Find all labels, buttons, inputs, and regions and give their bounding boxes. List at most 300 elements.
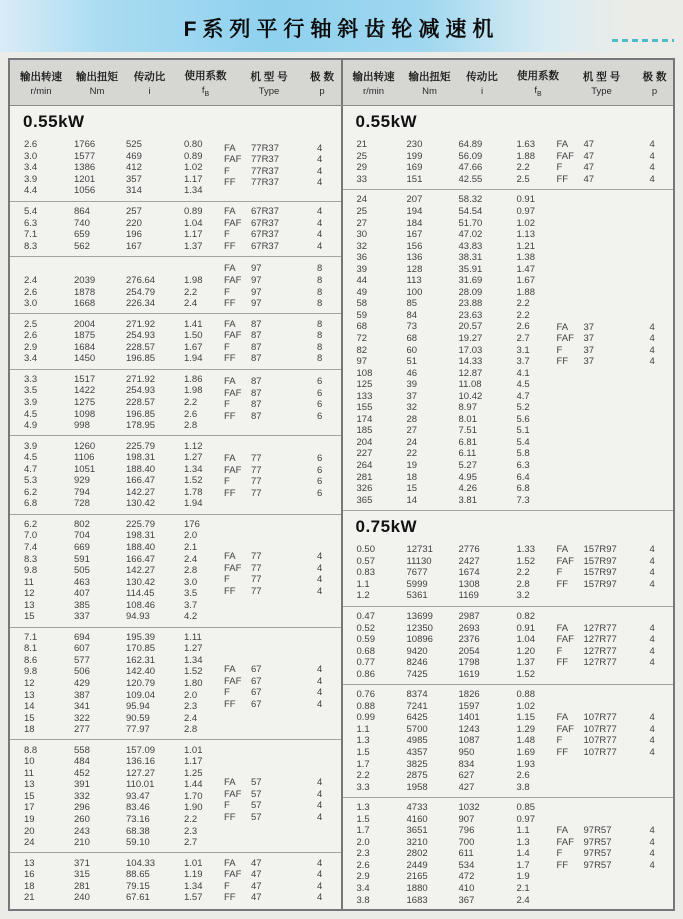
service-factor-cell: 1.78 [184, 486, 203, 498]
service-factor-cell: 3.2 [516, 590, 530, 602]
ratio-cell: 228.57 [126, 396, 156, 408]
model-type-row [224, 857, 337, 869]
ratio-cell: 51.70 [458, 217, 483, 229]
poles-cell: 6 [317, 487, 323, 499]
service-factor-cell: 2.2 [516, 298, 530, 310]
model-prefix-cell: F [224, 341, 230, 353]
table-row [343, 689, 674, 701]
header-col-label: 使用系数 [517, 69, 559, 82]
ratio-cell: 796 [458, 825, 475, 837]
model-prefix-cell: FA [556, 622, 569, 634]
table-row [343, 701, 674, 713]
ratio-cell: 1619 [458, 668, 480, 680]
table-row [343, 668, 674, 680]
service-factor-cell: 1.50 [184, 330, 203, 342]
model-code-cell: 77R37 [251, 142, 279, 154]
service-factor-cell: 4.1 [516, 367, 530, 379]
service-factor-cell: 6.4 [516, 471, 530, 483]
output-speed-cell: 20 [24, 825, 35, 837]
table-row [10, 744, 341, 756]
model-code-cell: 127R77 [583, 622, 617, 634]
output-torque-cell: 506 [74, 666, 90, 678]
output-torque-cell: 505 [74, 565, 90, 577]
model-code-cell: 77 [251, 574, 262, 586]
output-speed-cell: 1.3 [356, 735, 370, 747]
model-type-row [557, 567, 670, 579]
service-factor-cell: 1.63 [516, 139, 535, 151]
output-speed-cell: 3.9 [24, 440, 38, 452]
output-torque-cell: 407 [74, 588, 90, 600]
output-speed-cell: 2.4 [24, 275, 38, 287]
service-factor-cell: 1.7 [516, 859, 530, 871]
model-code-cell: 87 [251, 330, 262, 342]
model-type-row [224, 699, 337, 711]
output-torque-cell: 1668 [74, 298, 96, 310]
output-speed-cell: 2.2 [356, 770, 370, 782]
output-speed-cell: 0.68 [356, 645, 375, 657]
output-speed-cell: 16 [24, 869, 35, 881]
model-prefix-cell: FF [556, 657, 569, 669]
table-row [343, 194, 674, 206]
ratio-cell: 834 [458, 758, 475, 770]
poles-cell: 4 [649, 836, 655, 848]
poles-cell: 4 [317, 142, 323, 154]
output-speed-cell: 8.6 [24, 654, 38, 666]
output-torque-cell: 1056 [74, 185, 96, 197]
ratio-cell: 1674 [458, 567, 480, 579]
output-speed-cell: 2.6 [24, 139, 38, 151]
model-prefix-cell: FF [224, 298, 236, 310]
service-factor-cell: 0.97 [516, 206, 535, 217]
output-torque-cell: 7241 [406, 700, 428, 712]
poles-cell: 4 [317, 664, 323, 676]
model-prefix-cell: F [224, 229, 230, 241]
poles-cell: 8 [317, 275, 323, 287]
ratio-group [10, 436, 341, 514]
ratio-cell: 14.33 [458, 356, 483, 368]
output-torque-cell: 1260 [74, 440, 96, 452]
output-speed-cell: 0.86 [356, 668, 375, 680]
header-col-unit: Type [591, 85, 612, 97]
ratio-cell: 198.31 [126, 530, 156, 542]
output-speed-cell: 4.7 [24, 463, 38, 475]
poles-cell: 4 [649, 555, 655, 567]
ratio-cell: 225.79 [126, 440, 156, 452]
output-speed-cell: 32 [356, 240, 368, 252]
ratio-cell: 188.40 [126, 541, 156, 553]
ratio-cell: 47.66 [458, 162, 483, 174]
model-code-cell: 87 [251, 376, 262, 388]
model-code-cell: 127R77 [583, 645, 617, 657]
output-speed-cell: 1.7 [356, 758, 370, 770]
ratio-cell: 2693 [458, 622, 480, 634]
model-prefix-cell: FAF [224, 330, 242, 342]
ratio-cell: 534 [458, 859, 475, 871]
service-factor-cell: 0.89 [184, 150, 203, 162]
ratio-cell: 367 [458, 894, 475, 906]
output-speed-cell: 36 [356, 252, 368, 264]
ratio-cell: 38.31 [458, 252, 483, 264]
output-torque-cell: 3210 [406, 836, 428, 848]
output-torque-cell: 385 [74, 599, 90, 611]
model-prefix-cell: FA [224, 664, 236, 676]
model-type-row [557, 556, 670, 568]
output-speed-cell: 21 [24, 892, 35, 904]
output-speed-cell: 3.4 [24, 353, 38, 365]
service-factor-cell: 5.8 [516, 448, 530, 460]
service-factor-cell: 2.0 [184, 689, 198, 701]
service-factor-cell: 5.6 [516, 413, 530, 425]
output-torque-cell: 802 [74, 518, 90, 530]
model-type-block [224, 857, 337, 903]
output-speed-cell: 24 [356, 194, 368, 206]
output-torque-cell: 337 [74, 611, 90, 623]
model-prefix-cell: F [224, 800, 230, 812]
model-code-cell: 47 [251, 892, 262, 904]
output-speed-cell: 0.52 [356, 622, 375, 634]
model-prefix-cell: FA [224, 551, 236, 563]
ratio-cell: 196.85 [126, 353, 156, 365]
model-prefix-cell: FA [556, 321, 569, 333]
model-type-row [557, 321, 670, 333]
output-torque-cell: 659 [74, 229, 90, 241]
ratio-cell: 54.54 [458, 206, 483, 217]
model-prefix-cell: FF [556, 173, 569, 185]
service-factor-cell: 0.80 [184, 139, 203, 151]
poles-cell: 4 [649, 578, 655, 590]
model-type-row [224, 353, 337, 365]
table-row [343, 448, 674, 460]
ratio-cell: 64.89 [458, 139, 483, 151]
output-torque-cell: 452 [74, 767, 90, 779]
model-type-row [224, 488, 337, 500]
output-torque-cell: 463 [74, 576, 90, 588]
ratio-cell: 195.39 [126, 631, 156, 643]
model-code-cell: 97R57 [583, 848, 612, 860]
poles-cell: 8 [317, 286, 323, 298]
table-row [343, 206, 674, 218]
output-speed-cell: 18 [24, 724, 35, 736]
output-speed-cell: 27 [356, 217, 368, 229]
service-factor-cell: 2.8 [516, 578, 530, 590]
ratio-cell: 47.02 [458, 229, 483, 241]
ratio-cell: 8.01 [458, 413, 477, 425]
service-factor-cell: 1.13 [516, 229, 535, 241]
service-factor-cell: 1.3 [516, 836, 530, 848]
service-factor-cell: 2.4 [184, 553, 198, 565]
header-col [304, 69, 340, 97]
output-speed-cell: 3.9 [24, 396, 38, 408]
header-col-unit: r/min [30, 85, 52, 97]
output-torque-cell: 128 [406, 263, 423, 275]
poles-cell: 4 [649, 746, 655, 758]
model-type-block [224, 376, 337, 422]
output-speed-cell: 3.9 [24, 173, 38, 185]
model-prefix-cell: FAF [224, 387, 242, 399]
model-code-cell: 77 [251, 562, 262, 574]
output-speed-cell: 6.2 [24, 486, 38, 498]
ratio-cell: 257 [126, 206, 142, 217]
output-torque-cell: 24 [406, 436, 418, 448]
model-type-block [224, 453, 337, 499]
service-factor-cell: 6.3 [516, 460, 530, 472]
output-speed-cell: 0.50 [356, 544, 375, 556]
output-speed-cell: 0.59 [356, 634, 375, 646]
output-torque-cell: 1098 [74, 408, 96, 420]
model-code-cell: 87 [251, 387, 262, 399]
service-factor-cell: 1.25 [184, 767, 203, 779]
output-torque-cell: 151 [406, 173, 423, 185]
ratio-cell: 130.42 [126, 576, 156, 588]
ratio-cell: 94.93 [126, 611, 150, 623]
poles-cell: 6 [317, 453, 323, 465]
poles-cell: 8 [317, 318, 323, 330]
model-prefix-cell: F [224, 286, 230, 298]
service-factor-cell: 2.8 [184, 420, 198, 432]
output-speed-cell: 59 [356, 309, 368, 321]
output-torque-cell: 46 [406, 367, 418, 379]
service-factor-cell: 2.6 [516, 321, 530, 333]
service-factor-cell: 1.88 [516, 150, 535, 162]
output-speed-cell: 3.5 [24, 385, 38, 397]
output-torque-cell: 387 [74, 689, 90, 701]
output-torque-cell: 1683 [406, 894, 428, 906]
service-factor-cell: 0.97 [516, 813, 535, 825]
ratio-group [10, 257, 341, 315]
output-speed-cell: 8.3 [24, 240, 38, 252]
output-torque-cell: 1201 [74, 173, 96, 185]
output-torque-cell: 2875 [406, 770, 428, 782]
output-torque-cell: 39 [406, 379, 418, 391]
service-factor-cell: 1.27 [184, 452, 203, 464]
poles-cell: 4 [649, 645, 655, 657]
table-row [343, 471, 674, 483]
service-factor-cell: 1.41 [184, 318, 203, 330]
output-torque-cell: 100 [406, 286, 423, 298]
output-torque-cell: 9420 [406, 645, 428, 657]
output-torque-cell: 341 [74, 701, 90, 713]
service-factor-cell: 176 [184, 518, 200, 530]
ratio-cell: 88.65 [126, 869, 150, 881]
output-torque-cell: 51 [406, 356, 418, 368]
model-prefix-cell: FF [224, 240, 236, 252]
table-row [343, 460, 674, 472]
model-prefix-cell: FAF [556, 836, 574, 848]
output-torque-cell: 60 [406, 344, 418, 356]
service-factor-cell: 0.89 [184, 206, 203, 217]
ratio-cell: 11.08 [458, 379, 482, 391]
ratio-cell: 109.04 [126, 689, 156, 701]
ratio-cell: 469 [126, 150, 142, 162]
output-torque-cell: 929 [74, 475, 90, 487]
output-speed-cell: 174 [356, 413, 373, 425]
output-speed-cell: 15 [24, 790, 35, 802]
output-torque-cell: 669 [74, 541, 90, 553]
table-row [343, 298, 674, 310]
model-prefix-cell: F [556, 344, 563, 356]
output-torque-cell: 2802 [406, 848, 428, 860]
service-factor-cell: 1.98 [184, 275, 203, 287]
header-col [567, 69, 637, 97]
output-torque-cell: 577 [74, 654, 90, 666]
output-torque-cell: 1051 [74, 463, 96, 475]
service-factor-cell: 2.1 [516, 882, 530, 894]
model-prefix-cell: FF [556, 746, 569, 758]
poles-cell: 4 [317, 892, 323, 904]
table-row [343, 425, 674, 437]
poles-cell: 4 [317, 698, 323, 710]
poles-cell: 4 [649, 859, 655, 871]
output-torque-cell: 728 [74, 498, 90, 510]
service-factor-cell: 1.02 [184, 162, 203, 174]
ratio-cell: 93.47 [126, 790, 150, 802]
model-code-cell: 157R97 [583, 555, 617, 567]
model-prefix-cell: F [224, 165, 230, 177]
output-speed-cell: 155 [356, 402, 373, 414]
model-type-block [224, 142, 337, 188]
output-speed-cell: 7.4 [24, 541, 38, 553]
table-row [343, 414, 674, 426]
poles-cell: 4 [649, 622, 655, 634]
model-type-row [224, 869, 337, 881]
output-torque-cell: 85 [406, 298, 418, 310]
service-factor-cell: 2.3 [184, 701, 198, 713]
ratio-cell: 254.93 [126, 385, 156, 397]
output-speed-cell: 82 [356, 344, 368, 356]
model-code-cell: 67R37 [251, 206, 279, 217]
output-torque-cell: 260 [74, 814, 90, 826]
output-speed-cell: 14 [24, 701, 35, 713]
output-speed-cell: 0.77 [356, 657, 375, 669]
output-torque-cell: 184 [406, 217, 423, 229]
service-factor-cell: 2.6 [516, 770, 530, 782]
ratio-cell: 56.09 [458, 150, 483, 162]
output-torque-cell: 4160 [406, 813, 428, 825]
ratio-group [10, 628, 341, 741]
service-factor-cell: 2.2 [516, 309, 530, 321]
service-factor-cell: 3.7 [184, 599, 198, 611]
output-torque-cell: 18 [406, 471, 418, 483]
ratio-cell: 28.09 [458, 286, 483, 298]
table-row [343, 402, 674, 414]
service-factor-cell: 2.5 [516, 173, 530, 185]
model-type-block [557, 712, 670, 758]
power-rating-heading: 0.75kW [355, 516, 418, 536]
output-torque-cell: 2004 [74, 318, 96, 330]
ratio-cell: 162.31 [126, 654, 156, 666]
model-type-row [557, 579, 670, 591]
service-factor-cell: 2.4 [184, 298, 198, 310]
ratio-group [10, 135, 341, 202]
ratio-cell: 142.27 [126, 486, 156, 498]
output-speed-cell: 30 [356, 229, 368, 241]
output-torque-cell: 12350 [406, 622, 433, 634]
output-torque-cell: 113 [406, 275, 422, 287]
table-row [343, 287, 674, 299]
output-speed-cell: 185 [356, 425, 373, 437]
model-type-row [224, 811, 337, 823]
ratio-cell: 108.46 [126, 599, 156, 611]
model-prefix-cell: FF [224, 585, 236, 597]
output-torque-cell: 22 [406, 448, 418, 460]
service-factor-cell: 1.11 [184, 631, 202, 643]
ratio-cell: 136.16 [126, 756, 156, 768]
service-factor-cell: 3.1 [516, 344, 530, 356]
output-speed-cell: 17 [24, 802, 35, 814]
model-prefix-cell: F [556, 735, 563, 747]
header-col-label: 极 数 [310, 70, 334, 83]
output-torque-cell: 1275 [74, 396, 96, 408]
model-type-row [557, 724, 670, 736]
table-row [10, 519, 341, 531]
ratio-cell: 357 [126, 173, 142, 185]
table-row [343, 229, 674, 241]
output-speed-cell: 15 [24, 712, 35, 724]
poles-cell: 4 [317, 154, 323, 166]
model-code-cell: 67 [251, 687, 262, 699]
table-row [10, 756, 341, 768]
model-type-block [557, 825, 670, 871]
service-factor-cell: 1.29 [516, 723, 535, 735]
model-code-cell: 57 [251, 811, 262, 823]
output-speed-cell: 10 [24, 756, 35, 768]
ratio-cell: 271.92 [126, 318, 156, 330]
ratio-cell: 225.79 [126, 518, 156, 530]
output-torque-cell: 794 [74, 486, 90, 498]
model-code-cell: 87 [251, 410, 262, 422]
ratio-cell: 59.10 [126, 837, 150, 849]
ratio-cell: 4.95 [458, 471, 477, 483]
ratio-cell: 73.16 [126, 814, 150, 826]
model-prefix-cell: FF [556, 859, 569, 871]
output-speed-cell: 8.1 [24, 643, 38, 655]
ratio-group [10, 515, 341, 628]
output-torque-cell: 8246 [406, 657, 428, 669]
output-speed-cell: 4.5 [24, 408, 38, 420]
table-row [343, 367, 674, 379]
header-col-unit: p [319, 85, 325, 97]
model-prefix-cell: FAF [556, 150, 574, 162]
service-factor-cell: 1.52 [516, 555, 535, 567]
output-speed-cell: 0.88 [356, 700, 375, 712]
model-type-row [224, 399, 337, 411]
model-prefix-cell: FAF [556, 723, 574, 735]
output-torque-cell: 315 [74, 869, 90, 881]
output-speed-cell: 3.4 [24, 162, 38, 174]
power-rating-heading: 0.55kW [355, 112, 418, 131]
output-torque-cell: 1880 [406, 882, 428, 894]
table-row [10, 712, 341, 724]
ratio-cell: 410 [458, 882, 475, 894]
output-speed-cell: 5.3 [24, 475, 38, 487]
output-speed-cell: 44 [356, 275, 368, 287]
header-col-unit: p [651, 85, 658, 97]
service-factor-cell: 2.6 [184, 408, 198, 420]
service-factor-cell: 1.37 [184, 240, 203, 252]
model-code-cell: 87 [251, 318, 262, 330]
service-factor-cell: 1.1 [516, 825, 530, 837]
model-prefix-cell: FF [556, 356, 569, 368]
header-col-label: 机 型 号 [250, 70, 288, 83]
model-code-cell: 97 [251, 286, 262, 298]
output-torque-cell: 84 [406, 309, 418, 321]
model-type-row [557, 848, 670, 860]
header-col-label: 使用系数 [184, 69, 227, 82]
output-torque-cell: 1450 [74, 353, 96, 365]
ratio-group [10, 740, 341, 853]
ratio-cell: 166.47 [126, 553, 156, 565]
output-torque-cell: 1386 [74, 162, 96, 174]
